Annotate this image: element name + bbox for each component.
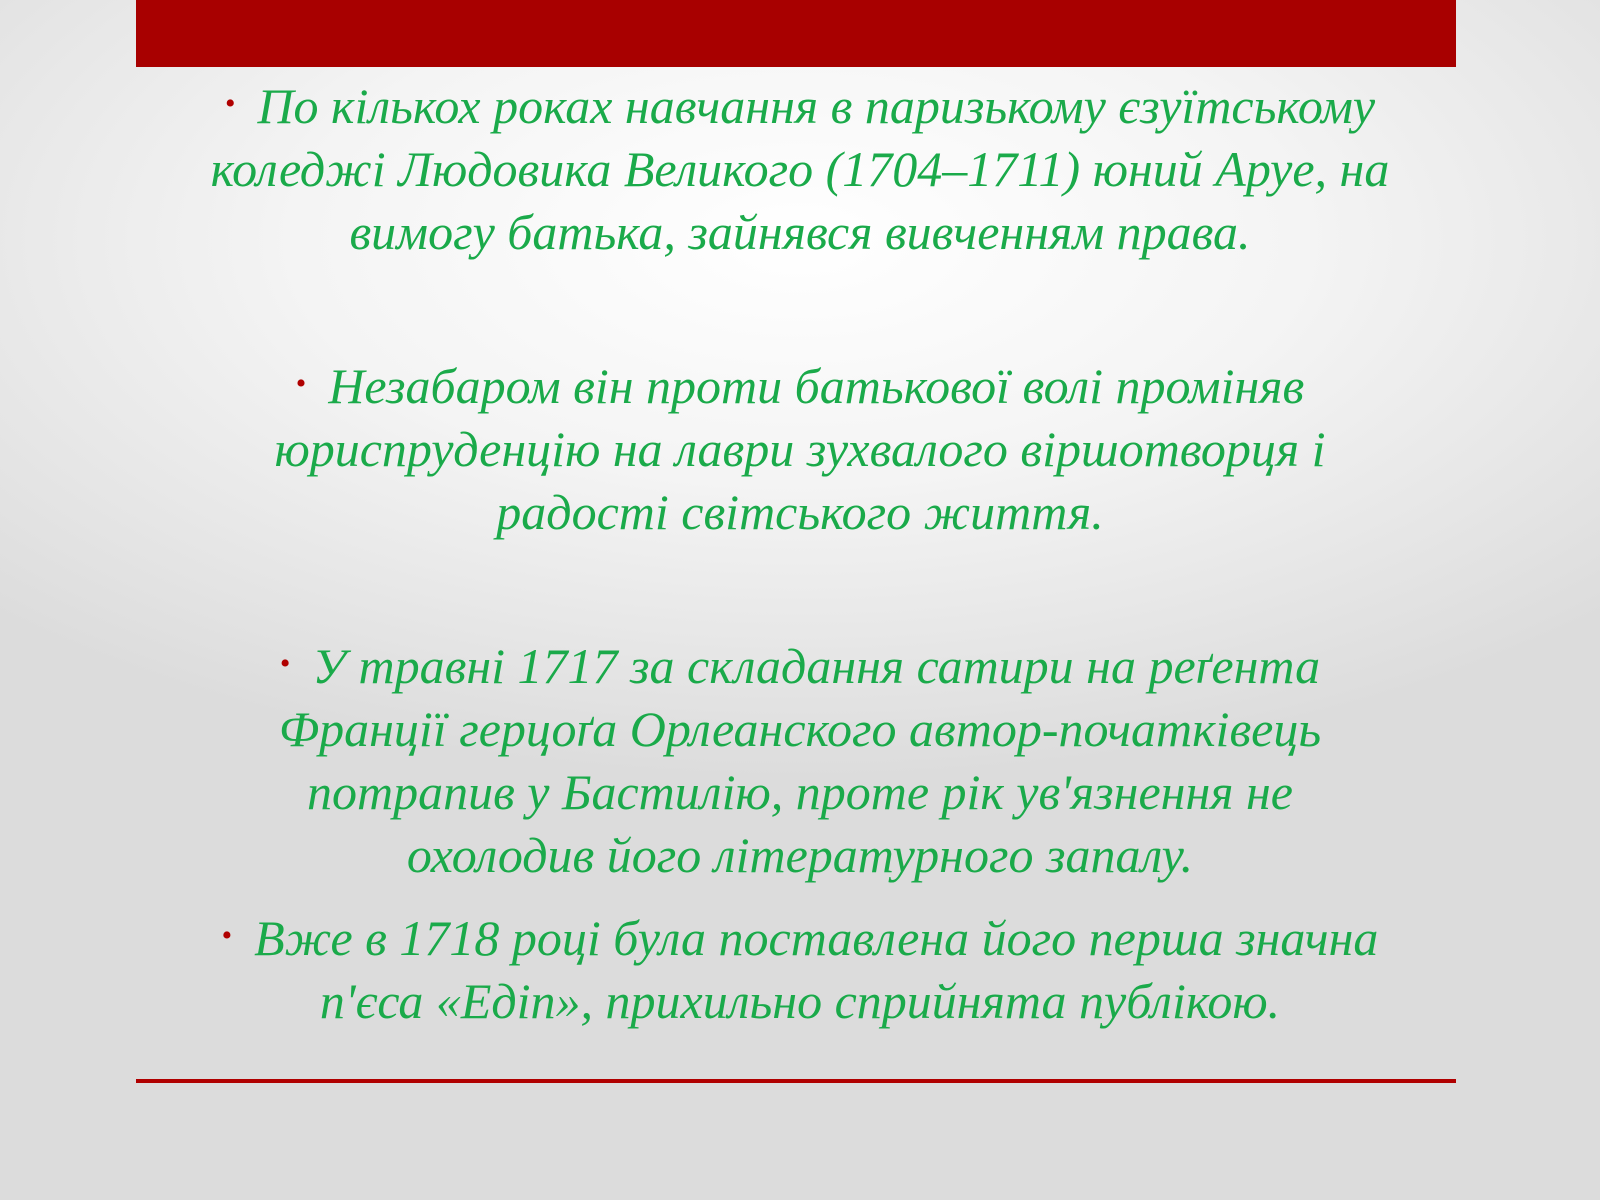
bottom-divider-line xyxy=(136,1079,1456,1083)
bullet-item-2 xyxy=(0,352,1600,544)
bullet-dot-icon: • xyxy=(221,919,233,952)
bullet-dot-icon: • xyxy=(224,87,236,120)
bullet-text-1: По кількох роках навчання в паризькому єзуїтському коледжі Людовика Великого (1704–1711) юний Аруе, на вимогу батька, зайнявся вивченням права. xyxy=(210,78,1390,260)
bullet-item-1 xyxy=(0,72,1600,264)
bullet-text-3: У травні 1717 за складання сатири на реґента Франції герцоґа Орлеанского автор-початківець потрапив у Бастилію, проте рік ув'язнення не охолодив його літературного запалу. xyxy=(278,638,1322,883)
bullet-dot-icon: • xyxy=(295,367,307,400)
bullet-text-2: Незабаром він проти батькової волі проміняв юриспруденцію на лаври зухвалого віршотворця і радості світського життя. xyxy=(274,358,1326,540)
bullet-dot-icon: • xyxy=(279,647,291,680)
bullet-item-4 xyxy=(0,904,1600,1033)
bullet-item-3 xyxy=(0,632,1600,887)
top-accent-band xyxy=(136,0,1456,67)
bullet-text-4: Вже в 1718 році була поставлена його перша значна п'єса «Едіп», прихильно сприйнята публікою. xyxy=(254,910,1379,1029)
